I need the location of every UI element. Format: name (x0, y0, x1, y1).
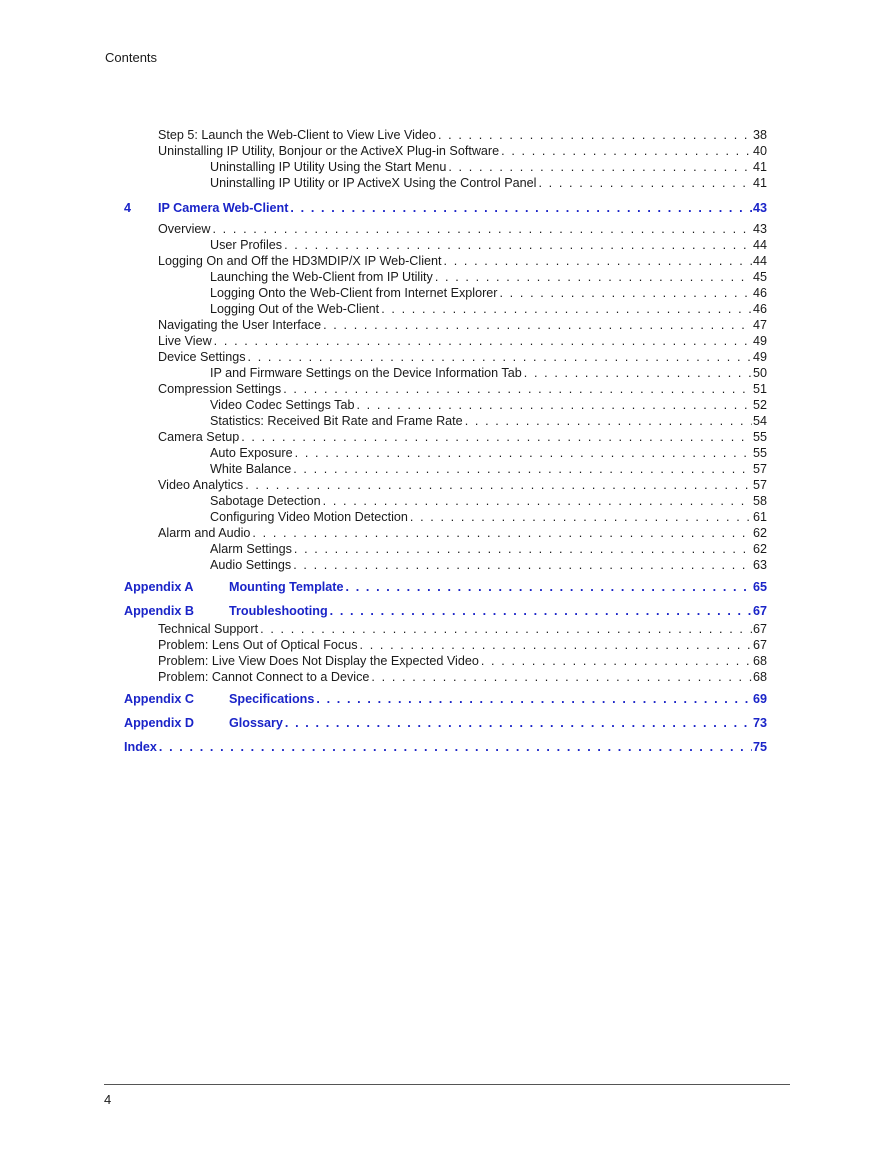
toc-entry-title: Mounting Template (229, 580, 344, 594)
toc-entry-title: Navigating the User Interface (158, 318, 322, 332)
toc-subentry[interactable] (210, 445, 767, 461)
toc-page-number: 57 (752, 478, 767, 492)
toc-page-number: 61 (752, 510, 767, 524)
toc-entry[interactable] (158, 333, 767, 349)
toc-subentry[interactable] (210, 237, 767, 253)
toc-page-number: 46 (752, 302, 767, 316)
dot-leader (371, 669, 752, 685)
toc-entry-title: Compression Settings (158, 382, 282, 396)
dot-leader (260, 621, 752, 637)
toc-subentry[interactable] (210, 285, 767, 301)
toc-entry-title: Uninstalling IP Utility Using the Start Menu (210, 160, 447, 174)
toc-entry[interactable] (158, 349, 767, 365)
toc-entry-title: Launching the Web-Client from IP Utility (210, 270, 433, 284)
toc-appendix-entry[interactable] (124, 601, 767, 621)
dot-leader (245, 477, 752, 493)
toc-entry[interactable] (158, 381, 767, 397)
toc-entry-title: Step 5: Launch the Web-Client to View Live Video (158, 128, 436, 142)
toc-page-number: 51 (752, 382, 767, 396)
toc-entry-title: Live View (158, 334, 212, 348)
footer-divider (104, 1084, 790, 1085)
toc-page-number: 63 (752, 558, 767, 572)
toc-entry-title: White Balance (210, 462, 292, 476)
toc-entry-title: Alarm and Audio (158, 526, 251, 540)
dot-leader (283, 381, 752, 397)
appendix-label: Appendix B (124, 604, 194, 618)
toc-page-number: 38 (752, 128, 767, 142)
toc-page-number: 52 (752, 398, 767, 412)
toc-subentry[interactable] (210, 175, 767, 191)
dot-leader (284, 237, 752, 253)
toc-subentry[interactable] (210, 413, 767, 429)
dot-leader (316, 689, 752, 709)
toc-entry[interactable] (158, 253, 767, 269)
toc-subentry[interactable] (210, 159, 767, 175)
toc-page-number: 62 (752, 542, 767, 556)
toc-entry-title: Logging Out of the Web-Client (210, 302, 380, 316)
dot-leader (381, 301, 752, 317)
toc-entry[interactable] (158, 127, 767, 143)
toc-page-number: 67 (752, 622, 767, 636)
dot-leader (481, 653, 752, 669)
toc-subentry[interactable] (210, 269, 767, 285)
dot-leader (159, 737, 752, 757)
toc-entry-title: Camera Setup (158, 430, 240, 444)
toc-entry[interactable] (158, 221, 767, 237)
toc-chapter-entry[interactable] (124, 198, 767, 218)
dot-leader (444, 253, 752, 269)
toc-subentry[interactable] (210, 509, 767, 525)
toc-page-number: 40 (752, 144, 767, 158)
toc-page-number: 50 (752, 366, 767, 380)
toc-entry-title: Problem: Cannot Connect to a Device (158, 670, 370, 684)
toc-entry-title: Logging Onto the Web-Client from Internet Explorer (210, 286, 498, 300)
toc-entry-title: User Profiles (210, 238, 283, 252)
toc-appendix-entry[interactable] (124, 689, 767, 709)
toc-page-number: 55 (752, 430, 767, 444)
toc-entry[interactable] (158, 621, 767, 637)
toc-page-number: 62 (752, 526, 767, 540)
toc-entry-title: Glossary (229, 716, 283, 730)
toc-page-number: 43 (752, 201, 767, 215)
toc-index-entry[interactable] (124, 737, 767, 757)
toc-entry[interactable] (158, 669, 767, 685)
toc-entry[interactable] (158, 653, 767, 669)
toc-entry[interactable] (158, 429, 767, 445)
dot-leader (248, 349, 752, 365)
toc-entry-title: Alarm Settings (210, 542, 292, 556)
toc-page-number: 49 (752, 350, 767, 364)
toc-page-number: 75 (752, 740, 767, 754)
toc-entry-title: Problem: Lens Out of Optical Focus (158, 638, 358, 652)
toc-appendix-entry[interactable] (124, 713, 767, 733)
toc-entry-title: Audio Settings (210, 558, 292, 572)
toc-subentry[interactable] (210, 541, 767, 557)
dot-leader (294, 541, 752, 557)
toc-entry-title: Auto Exposure (210, 446, 293, 460)
toc-page-number: 44 (752, 254, 767, 268)
dot-leader (323, 493, 752, 509)
dot-leader (295, 445, 752, 461)
dot-leader (501, 143, 752, 159)
toc-entry-title: Overview (158, 222, 211, 236)
dot-leader (212, 221, 752, 237)
toc-page-number: 73 (752, 716, 767, 730)
page-header-title: Contents (105, 50, 158, 65)
dot-leader (448, 159, 752, 175)
toc-page-number: 65 (752, 580, 767, 594)
toc-page-number: 55 (752, 446, 767, 460)
toc-page-number: 57 (752, 462, 767, 476)
dot-leader (330, 601, 752, 621)
toc-page-number: 43 (752, 222, 767, 236)
dot-leader (465, 413, 752, 429)
dot-leader (214, 333, 752, 349)
toc-entry[interactable] (158, 637, 767, 653)
toc-page-number: 45 (752, 270, 767, 284)
dot-leader (524, 365, 752, 381)
toc-entry-title: IP and Firmware Settings on the Device Information Tab (210, 366, 522, 380)
dot-leader (360, 637, 752, 653)
toc-page-number: 69 (752, 692, 767, 706)
dot-leader (346, 577, 752, 597)
toc-entry-title: Statistics: Received Bit Rate and Frame Rate (210, 414, 463, 428)
toc-page-number: 46 (752, 286, 767, 300)
toc-subentry[interactable] (210, 301, 767, 317)
toc-entry[interactable] (158, 525, 767, 541)
toc-page-number: 58 (752, 494, 767, 508)
toc-appendix-entry[interactable] (124, 577, 767, 597)
toc-page-number: 41 (752, 176, 767, 190)
dot-leader (293, 557, 752, 573)
toc-page-number: 67 (752, 638, 767, 652)
toc-entry-title: IP Camera Web-Client (158, 201, 289, 215)
dot-leader (252, 525, 752, 541)
toc-page-number: 68 (752, 654, 767, 668)
toc-entry-title: Problem: Live View Does Not Display the Expected Video (158, 654, 479, 668)
dot-leader (241, 429, 752, 445)
dot-leader (410, 509, 752, 525)
toc-subentry[interactable] (210, 365, 767, 381)
toc-subentry[interactable] (210, 493, 767, 509)
dot-leader (290, 198, 752, 218)
toc-entry-title: Uninstalling IP Utility, Bonjour or the ActiveX Plug-in Software (158, 144, 500, 158)
appendix-label: Appendix C (124, 692, 194, 706)
toc-entry-title: Video Analytics (158, 478, 244, 492)
dot-leader (538, 175, 752, 191)
toc-entry[interactable] (158, 317, 767, 333)
toc-entry-title: Configuring Video Motion Detection (210, 510, 408, 524)
toc-entry-title: Sabotage Detection (210, 494, 321, 508)
toc-entry[interactable] (158, 143, 767, 159)
toc-page-number: 44 (752, 238, 767, 252)
dot-leader (499, 285, 752, 301)
toc-page-number: 41 (752, 160, 767, 174)
dot-leader (435, 269, 752, 285)
toc-page-number: 47 (752, 318, 767, 332)
toc-page-number: 68 (752, 670, 767, 684)
dot-leader (356, 397, 752, 413)
toc-entry-title: Logging On and Off the HD3MDIP/X IP Web-Client (158, 254, 442, 268)
toc-page-number: 49 (752, 334, 767, 348)
toc-entry-title: Video Codec Settings Tab (210, 398, 355, 412)
toc-subentry[interactable] (210, 557, 767, 573)
dot-leader (293, 461, 752, 477)
toc-entry-title: Troubleshooting (229, 604, 328, 618)
toc-entry[interactable] (158, 477, 767, 493)
footer-page-number: 4 (104, 1092, 112, 1107)
dot-leader (285, 713, 752, 733)
dot-leader (323, 317, 752, 333)
toc-page-number: 54 (752, 414, 767, 428)
appendix-label: Appendix A (124, 580, 194, 594)
toc-subentry[interactable] (210, 397, 767, 413)
toc-page-number: 67 (752, 604, 767, 618)
toc-entry-title: Device Settings (158, 350, 246, 364)
chapter-number: 4 (124, 201, 132, 215)
toc-entry-title: Index (124, 740, 157, 754)
toc-entry-title: Specifications (229, 692, 315, 706)
dot-leader (438, 127, 752, 143)
toc-entry-title: Technical Support (158, 622, 259, 636)
toc-subentry[interactable] (210, 461, 767, 477)
table-of-contents (0, 127, 892, 757)
toc-entry-title: Uninstalling IP Utility or IP ActiveX Using the Control Panel (210, 176, 537, 190)
appendix-label: Appendix D (124, 716, 194, 730)
